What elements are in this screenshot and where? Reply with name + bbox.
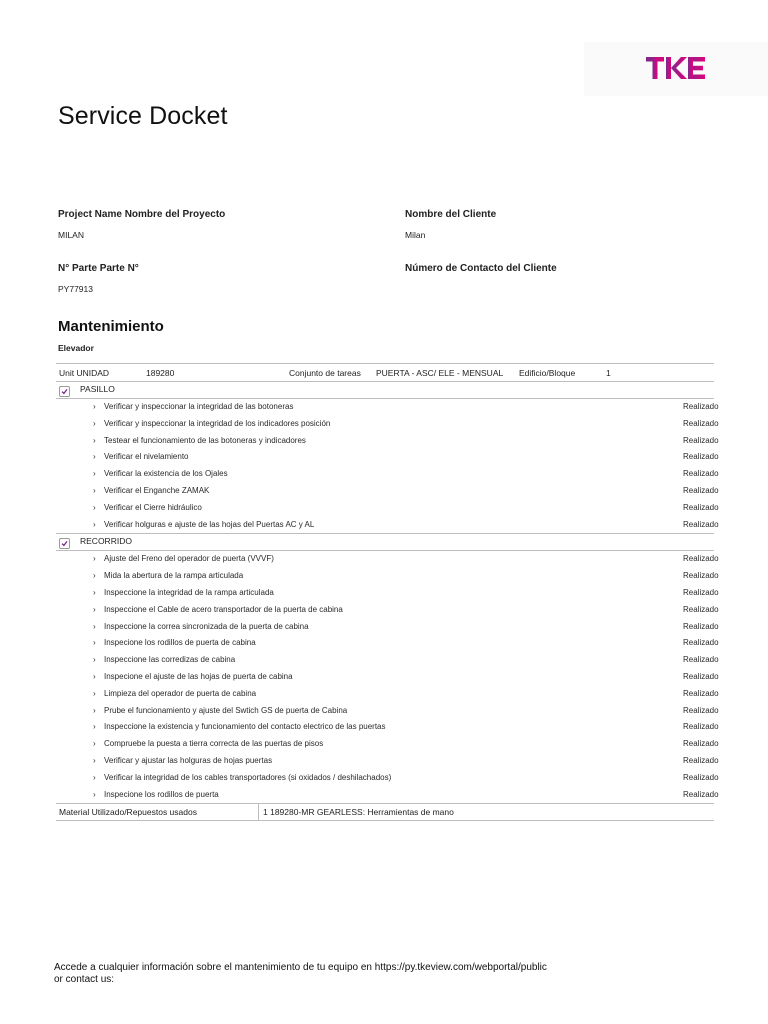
- bullet-arrow-icon: ›: [93, 755, 96, 765]
- materials-separator: [258, 804, 259, 820]
- group-checkbox[interactable]: [59, 386, 70, 397]
- task-set-value: PUERTA - ASC/ ELE - MENSUAL: [376, 368, 504, 378]
- part-value: PY77913: [58, 284, 93, 294]
- task-row: [56, 652, 719, 669]
- task-name: Ajuste del Freno del operador de puerta (VVVF): [104, 554, 274, 564]
- task-status: Realizado: [683, 502, 719, 512]
- task-name: Verificar holguras e ajuste de las hojas del Puertas AC y AL: [104, 519, 315, 529]
- task-name: Verificar el Enganche ZAMAK: [104, 485, 210, 495]
- bullet-arrow-icon: ›: [93, 671, 96, 681]
- task-row: [56, 500, 719, 517]
- task-row: [56, 703, 719, 720]
- task-status: Realizado: [683, 671, 719, 681]
- bullet-arrow-icon: ›: [93, 587, 96, 597]
- part-label: N° Parte Parte N°: [58, 263, 139, 274]
- unit-label: Unit UNIDAD: [59, 368, 110, 378]
- task-set-label: Conjunto de tareas: [289, 368, 361, 378]
- task-name: Prube el funcionamiento y ajuste del Swtich GS de puerta de Cabina: [104, 705, 348, 715]
- task-status: Realizado: [683, 587, 719, 597]
- task-status: Realizado: [683, 452, 719, 462]
- check-icon: [61, 388, 68, 395]
- bullet-arrow-icon: ›: [93, 638, 96, 648]
- project-value: MILAN: [58, 230, 84, 240]
- task-row: [56, 736, 719, 753]
- bullet-arrow-icon: ›: [93, 402, 96, 411]
- task-name: Inspecione el ajuste de las hojas de puerta de cabina: [104, 671, 293, 681]
- task-status: Realizado: [683, 519, 719, 529]
- bullet-arrow-icon: ›: [93, 571, 96, 581]
- task-name: Inspeccione la correa sincronizada de la puerta de cabina: [104, 621, 309, 631]
- bullet-arrow-icon: ›: [93, 688, 96, 698]
- client-label: Nombre del Cliente: [405, 209, 497, 220]
- materials-row: [56, 803, 714, 821]
- bullet-arrow-icon: ›: [93, 604, 96, 614]
- bullet-arrow-icon: ›: [93, 554, 96, 564]
- task-row: [56, 399, 719, 416]
- task-name: Verificar el nivelamiento: [104, 452, 189, 462]
- task-status: Realizado: [683, 485, 719, 495]
- task-status: Realizado: [683, 705, 719, 715]
- contact-label: Número de Contacto del Cliente: [405, 263, 557, 274]
- group-label: RECORRIDO: [80, 536, 132, 547]
- task-name: Mida la abertura de la rampa articulada: [104, 571, 244, 581]
- bullet-arrow-icon: ›: [93, 485, 96, 495]
- task-status: Realizado: [683, 554, 719, 564]
- task-status: Realizado: [683, 755, 719, 765]
- building-label: Edificio/Bloque: [519, 368, 576, 378]
- bullet-arrow-icon: ›: [93, 469, 96, 479]
- task-name: Verificar y inspeccionar la integridad de las botoneras: [104, 402, 294, 411]
- maintenance-table: [56, 363, 719, 821]
- task-row: [56, 517, 719, 534]
- task-name: Verificar y ajustar las holguras de hojas puertas: [104, 755, 273, 765]
- task-name: Inspeccione la existencia y funcionamiento del contacto electrico de las puertas: [104, 722, 386, 732]
- building-value: 1: [606, 368, 611, 378]
- task-row: [56, 449, 719, 466]
- task-status: Realizado: [683, 402, 719, 411]
- task-row: [56, 669, 719, 686]
- bullet-arrow-icon: ›: [93, 418, 96, 428]
- group-row: [56, 534, 714, 551]
- task-row: [56, 686, 719, 703]
- task-groups: [56, 382, 719, 803]
- task-name: Inspecione los rodillos de puerta: [104, 789, 219, 799]
- footer-contact: or contact us:: [54, 974, 115, 985]
- task-name: Inspeccione el Cable de acero transportador de la puerta de cabina: [104, 604, 343, 614]
- task-row: [56, 551, 719, 568]
- logo-container: [584, 42, 768, 96]
- task-row: [56, 753, 719, 770]
- task-name: Verificar el Cierre hidráulico: [104, 502, 202, 512]
- group-row: [56, 382, 714, 399]
- check-icon: [61, 540, 68, 547]
- page-title: Service Docket: [58, 102, 228, 130]
- group-label: PASILLO: [80, 384, 115, 394]
- task-status: Realizado: [683, 655, 719, 665]
- bullet-arrow-icon: ›: [93, 519, 96, 529]
- task-status: Realizado: [683, 621, 719, 631]
- task-name: Verificar la existencia de los Ojales: [104, 469, 228, 479]
- task-status: Realizado: [683, 638, 719, 648]
- group-checkbox[interactable]: [59, 538, 70, 549]
- task-name: Verificar la integridad de los cables transportadores (si oxidados / deshilachados): [104, 772, 392, 782]
- bullet-arrow-icon: ›: [93, 772, 96, 782]
- unit-row: [56, 363, 714, 382]
- task-status: Realizado: [683, 722, 719, 732]
- task-status: Realizado: [683, 435, 719, 445]
- task-name: Testear el funcionamiento de las botoneras y indicadores: [104, 435, 306, 445]
- task-name: Verificar y inspeccionar la integridad de los indicadores posición: [104, 418, 331, 428]
- materials-label: Material Utilizado/Repuestos usados: [59, 807, 197, 818]
- task-row: [56, 619, 719, 636]
- bullet-arrow-icon: ›: [93, 789, 96, 799]
- section-title: Mantenimiento: [58, 318, 164, 335]
- task-status: Realizado: [683, 789, 719, 799]
- task-name: Compruebe la puesta a tierra correcta de las puertas de pisos: [104, 739, 324, 749]
- task-row: [56, 719, 719, 736]
- task-row: [56, 787, 719, 804]
- bullet-arrow-icon: ›: [93, 655, 96, 665]
- bullet-arrow-icon: ›: [93, 722, 96, 732]
- task-status: Realizado: [683, 571, 719, 581]
- task-name: Inspeccione la integridad de la rampa articulada: [104, 587, 274, 597]
- footer-text: Accede a cualquier información sobre el mantenimiento de tu equipo en: [54, 962, 372, 973]
- bullet-arrow-icon: ›: [93, 705, 96, 715]
- task-status: Realizado: [683, 469, 719, 479]
- bullet-arrow-icon: ›: [93, 435, 96, 445]
- task-name: Inspecione los rodillos de puerta de cabina: [104, 638, 256, 648]
- task-name: Limpieza del operador de puerta de cabina: [104, 688, 257, 698]
- footer: [54, 962, 547, 986]
- task-row: [56, 602, 719, 619]
- task-status: Realizado: [683, 772, 719, 782]
- task-status: Realizado: [683, 418, 719, 428]
- task-row: [56, 416, 719, 433]
- unit-value: 189280: [146, 368, 175, 378]
- materials-value: 1 189280-MR GEARLESS: Herramientas de mano: [263, 807, 454, 818]
- task-row: [56, 770, 719, 787]
- task-row: [56, 635, 719, 652]
- portal-link[interactable]: https://py.tkeview.com/webportal/public: [374, 962, 547, 973]
- task-row: [56, 483, 719, 500]
- task-name: Inspeccione las corredizas de cabina: [104, 655, 236, 665]
- task-row: [56, 568, 719, 585]
- tke-logo: [645, 55, 707, 83]
- section-subtitle: Elevador: [58, 343, 94, 353]
- bullet-arrow-icon: ›: [93, 739, 96, 749]
- task-row: [56, 585, 719, 602]
- bullet-arrow-icon: ›: [93, 502, 96, 512]
- project-label: Project Name Nombre del Proyecto: [58, 209, 226, 220]
- bullet-arrow-icon: ›: [93, 452, 96, 462]
- client-value: Milan: [405, 230, 426, 240]
- task-row: [56, 433, 719, 450]
- bullet-arrow-icon: ›: [93, 621, 96, 631]
- task-status: Realizado: [683, 604, 719, 614]
- task-status: Realizado: [683, 739, 719, 749]
- task-status: Realizado: [683, 688, 719, 698]
- task-row: [56, 466, 719, 483]
